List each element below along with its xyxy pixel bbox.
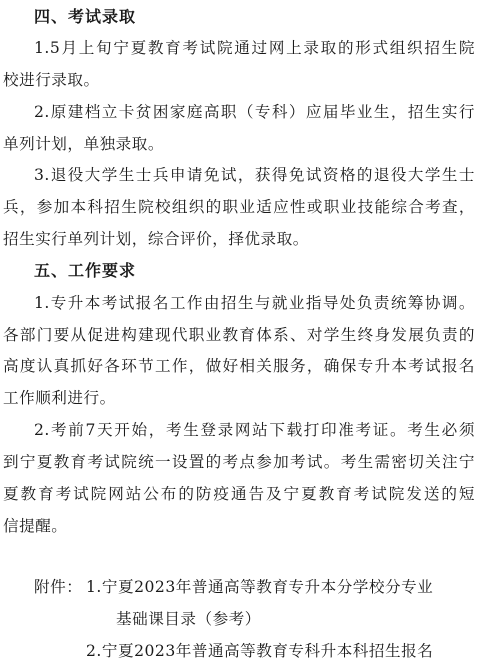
- section-five-item1-line4: 工作顺利进行。: [3, 389, 116, 407]
- section-four-item3-line1: 3.退役大学生士兵申请免试，获得免试资格的退役大学生士: [34, 166, 475, 184]
- section-four-item1-line2: 校进行录取。: [3, 71, 100, 89]
- section-four-heading: 四、考试录取: [34, 7, 137, 26]
- section-five-item2-line2: 到宁夏教育考试院统一设置的考点参加考试。考生需密切关注宁: [3, 453, 475, 471]
- section-four-item1-line1: 1.5月上旬宁夏教育考试院通过网上录取的形式组织招生院: [34, 39, 475, 57]
- section-five-item1-line1: 1.专升本考试报名工作由招生与就业指导处负责统筹协调。: [34, 294, 475, 312]
- section-four-item2-line1: 2.原建档立卡贫困家庭高职（专科）应届毕业生，招生实行: [34, 103, 475, 121]
- section-five-item2-line4: 信提醒。: [3, 517, 68, 535]
- attachment-item1-line1: 1.宁夏2023年普通高等教育专升本分学校分专业: [86, 578, 434, 596]
- attachment-item2-line1: 2.宁夏2023年普通高等教育专科升本科招生报名: [86, 642, 434, 660]
- section-five-heading: 五、工作要求: [34, 261, 137, 280]
- section-five-item1-line3: 高度认真抓好各环节工作，做好相关服务，确保专升本考试报名: [3, 357, 475, 375]
- section-four-item3-line3: 招生实行单列计划，综合评价，择优录取。: [3, 230, 309, 248]
- section-four-item2-line2: 单列计划，单独录取。: [3, 135, 164, 153]
- section-five-item2-line1: 2.考前7天开始，考生登录网站下载打印准考证。考生必须: [34, 421, 475, 439]
- section-five-item2-line3: 夏教育考试院网站公布的防疫通告及宁夏教育考试院发送的短: [3, 485, 475, 503]
- attachments-label: 附件：: [34, 578, 83, 596]
- section-five-item1-line2: 各部门要从促进构建现代职业教育体系、对学生终身发展负责的: [3, 326, 475, 344]
- section-four-item3-line2: 兵，参加本科招生院校组织的职业适应性或职业技能综合考查，: [3, 198, 475, 216]
- attachment-item1-line2: 基础课目录（参考）: [116, 610, 261, 628]
